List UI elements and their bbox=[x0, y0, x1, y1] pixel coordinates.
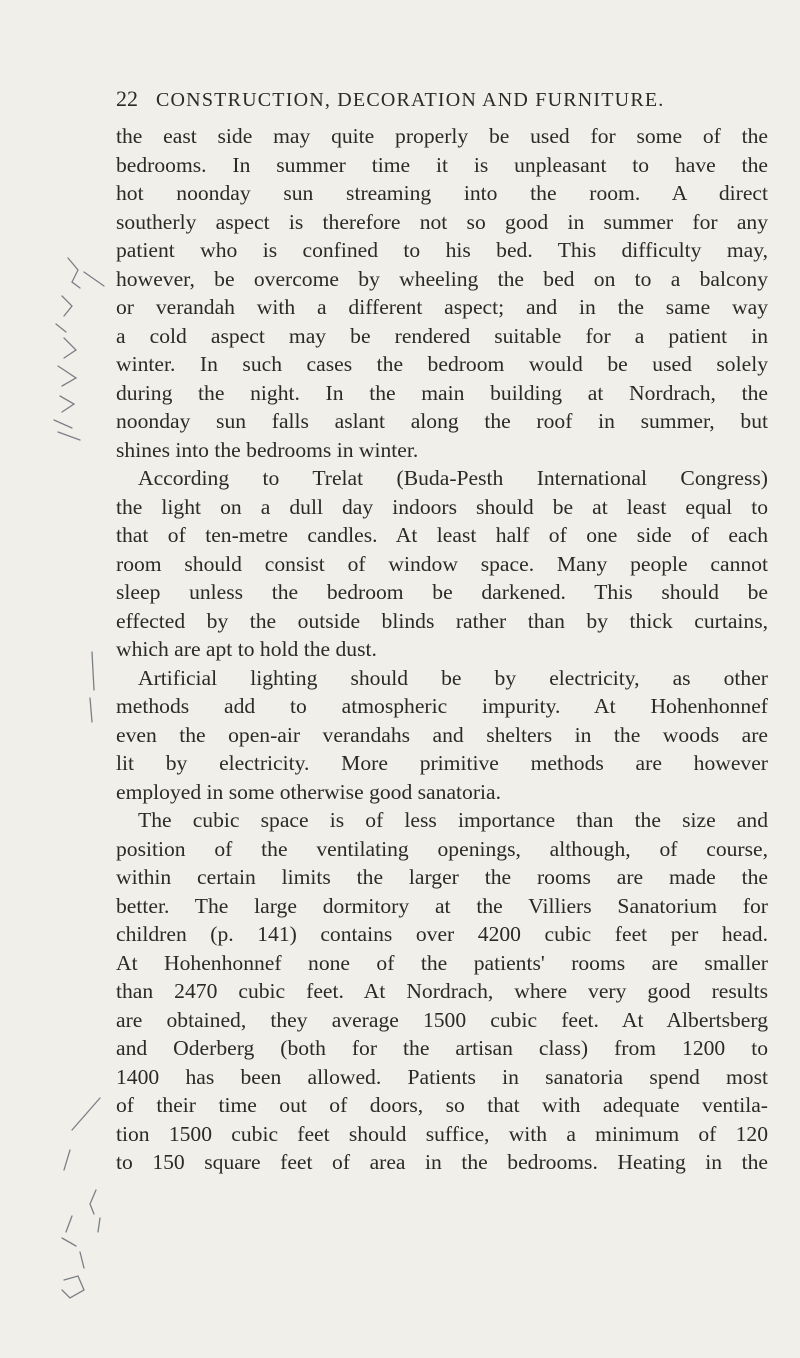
text-line: children (p. 141) contains over 4200 cubic feet per head. bbox=[116, 922, 768, 946]
text-line: of their time out of doors, so that with adequate ventila- bbox=[116, 1093, 768, 1117]
text-line: than 2470 cubic feet. At Nordrach, where very good results bbox=[116, 979, 768, 1003]
text-line: position of the ventilating openings, although, of course, bbox=[116, 836, 768, 861]
page-number: 22 bbox=[116, 86, 138, 111]
pencil-mark bbox=[98, 1218, 100, 1232]
text-line: southerly aspect is therefore not so good in summer for any bbox=[116, 209, 768, 234]
text-line: or verandah with a different aspect; and in the same way bbox=[116, 295, 768, 319]
text-line: methods add to atmospheric impurity. At Hohenhonnef bbox=[116, 694, 768, 718]
pencil-mark bbox=[90, 1190, 96, 1214]
text-line: bedrooms. In summer time it is unpleasant to have the bbox=[116, 152, 768, 177]
pencil-mark bbox=[62, 1238, 76, 1246]
text-line: a cold aspect may be rendered suitable for a patient in bbox=[116, 323, 768, 348]
pencil-mark bbox=[66, 1216, 72, 1232]
text-line: are obtained, they average 1500 cubic feet. At Albertsberg bbox=[116, 1007, 768, 1032]
text-line: lit by electricity. More primitive methods are however bbox=[116, 751, 768, 775]
text-line: the east side may quite properly be used for some of the bbox=[116, 124, 768, 148]
pencil-mark bbox=[56, 324, 66, 332]
text-line: which are apt to hold the dust. bbox=[116, 637, 377, 661]
text-line: better. The large dormitory at the Villiers Sanatorium for bbox=[116, 893, 768, 918]
text-line: and Oderberg (both for the artisan class) from 1200 to bbox=[116, 1036, 768, 1060]
body-text bbox=[116, 122, 768, 1177]
text-line: The cubic space is of less importance than the size and bbox=[138, 808, 768, 832]
text-line: Artificial lighting should be by electricity, as other bbox=[138, 665, 768, 690]
pencil-mark bbox=[64, 338, 76, 358]
text-line: to 150 square feet of area in the bedrooms. Heating in the bbox=[116, 1150, 768, 1174]
pencil-mark bbox=[62, 1276, 84, 1298]
pencil-mark bbox=[58, 432, 80, 440]
pencil-mark bbox=[60, 396, 74, 412]
pencil-mark bbox=[90, 698, 92, 722]
text-line: winter. In such cases the bedroom would be used solely bbox=[116, 352, 768, 376]
text-line: patient who is confined to his bed. This difficulty may, bbox=[116, 238, 768, 262]
pencil-mark bbox=[54, 420, 72, 428]
text-line: 1400 has been allowed. Patients in sanatoria spend most bbox=[116, 1064, 768, 1089]
pencil-mark bbox=[84, 272, 104, 286]
running-header bbox=[116, 86, 706, 112]
text-line: the light on a dull day indoors should be at least equal to bbox=[116, 494, 768, 519]
text-line: even the open-air verandahs and shelters in the woods are bbox=[116, 722, 768, 747]
text-line: room should consist of window space. Many people cannot bbox=[116, 551, 768, 576]
text-line: that of ten-metre candles. At least half of one side of each bbox=[116, 523, 768, 547]
pencil-mark bbox=[64, 1150, 70, 1170]
pencil-mark bbox=[68, 258, 80, 288]
text-line: however, be overcome by wheeling the bed on to a balcony bbox=[116, 266, 768, 291]
text-line: noonday sun falls aslant along the roof in summer, but bbox=[116, 409, 768, 433]
pencil-mark bbox=[72, 1098, 100, 1130]
text-line: employed in some otherwise good sanatoria. bbox=[116, 779, 501, 804]
pencil-mark bbox=[80, 1252, 84, 1268]
text-line: effected by the outside blinds rather than by thick curtains, bbox=[116, 608, 768, 633]
pencil-mark bbox=[58, 366, 76, 386]
text-line: during the night. In the main building at Nordrach, the bbox=[116, 380, 768, 405]
text-line: According to Trelat (Buda-Pesth International Congress) bbox=[138, 466, 768, 490]
running-title: CONSTRUCTION, DECORATION AND FURNITURE. bbox=[156, 89, 665, 111]
text-line: hot noonday sun streaming into the room. A direct bbox=[116, 181, 768, 205]
text-line: At Hohenhonnef none of the patients' rooms are smaller bbox=[116, 950, 768, 975]
text-line: sleep unless the bedroom be darkened. This should be bbox=[116, 580, 768, 604]
text-line: shines into the bedrooms in winter. bbox=[116, 437, 419, 462]
text-line: within certain limits the larger the rooms are made the bbox=[116, 865, 768, 889]
pencil-mark bbox=[62, 296, 72, 316]
text-line: tion 1500 cubic feet should suffice, with a minimum of 120 bbox=[116, 1121, 768, 1146]
pencil-mark bbox=[92, 652, 94, 690]
